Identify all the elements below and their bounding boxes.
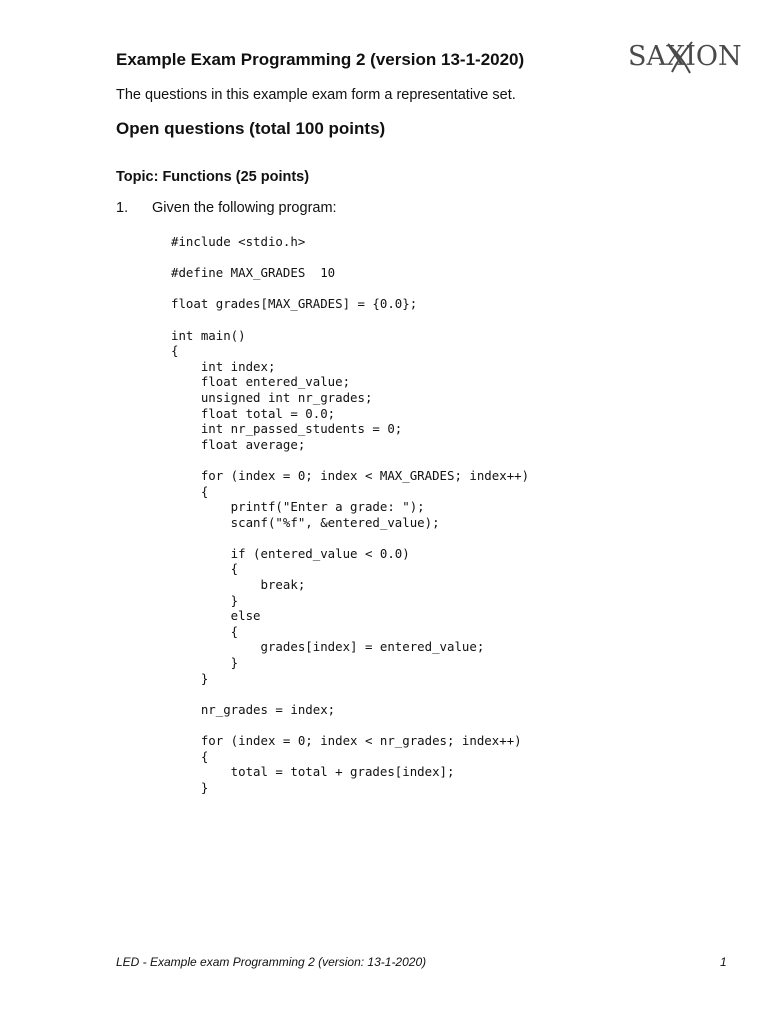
code-line: scanf("%f", &entered_value);: [171, 514, 440, 530]
code-line: {: [171, 343, 179, 359]
code-line: float entered_value;: [171, 374, 351, 390]
code-line: if (entered_value < 0.0): [171, 545, 410, 561]
code-line: #define MAX_GRADES 10: [171, 265, 336, 281]
code-line: {: [171, 561, 239, 577]
code-line: {: [171, 623, 239, 639]
code-line: }: [171, 655, 239, 671]
code-line: total = total + grades[index];: [171, 764, 455, 780]
logo-text: SAXION: [628, 41, 742, 72]
code-line: int nr_passed_students = 0;: [171, 421, 403, 437]
footer-text: LED - Example exam Programming 2 (version: 13-1-2020): [116, 955, 427, 969]
topic-heading: Topic: Functions (25 points): [116, 169, 310, 185]
code-line: }: [171, 670, 209, 686]
page-number: 1: [720, 955, 727, 969]
code-block: [171, 234, 529, 795]
code-line: float grades[MAX_GRADES] = {0.0};: [171, 296, 418, 312]
code-line: float average;: [171, 436, 306, 452]
code-line: {: [171, 483, 209, 499]
intro-text: The questions in this example exam form a representative set.: [116, 87, 516, 103]
code-line: }: [171, 779, 209, 795]
code-line: float total = 0.0;: [171, 405, 336, 421]
saxion-logo-icon: [628, 40, 748, 74]
code-line: unsigned int nr_grades;: [171, 389, 373, 405]
page-title: Example Exam Programming 2 (version 13-1-2020): [116, 50, 525, 69]
section-title: Open questions (total 100 points): [116, 119, 386, 138]
code-line: grades[index] = entered_value;: [171, 639, 485, 655]
code-line: int index;: [171, 358, 276, 374]
code-line: nr_grades = index;: [171, 701, 336, 717]
question-number: 1.: [116, 200, 129, 216]
code-line: }: [171, 592, 239, 608]
code-line: {: [171, 748, 209, 764]
code-line: for (index = 0; index < nr_grades; index++): [171, 733, 522, 748]
code-line: break;: [171, 577, 306, 593]
code-line: else: [171, 608, 261, 624]
question-text: Given the following program:: [152, 200, 337, 216]
code-line: int main(): [171, 327, 246, 343]
code-line: #include <stdio.h>: [171, 234, 306, 249]
code-line: for (index = 0; index < MAX_GRADES; index++): [171, 467, 530, 483]
code-line: printf("Enter a grade: ");: [171, 499, 425, 515]
